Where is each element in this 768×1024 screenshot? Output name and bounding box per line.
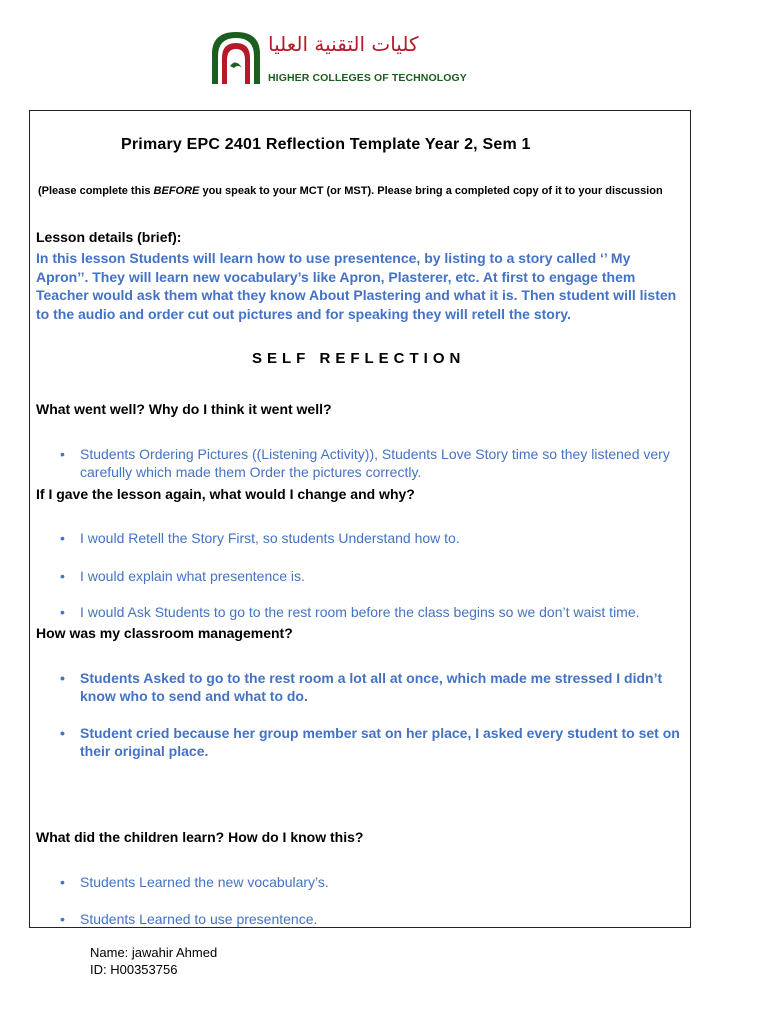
hct-arch-emblem-icon — [208, 28, 264, 86]
answer-text: Student cried because her group member sat on her place, I asked every student to set on their original place. — [80, 725, 680, 759]
bullet-marker: • — [60, 874, 65, 890]
lesson-details-label: Lesson details (brief): — [36, 229, 182, 245]
student-id: ID: H00353756 — [90, 962, 178, 977]
bullet-marker: • — [60, 725, 65, 741]
answer-text: Students Asked to go to the rest room a lot all at once, which made me stressed I didn’t know who to send and what to do. — [80, 670, 663, 704]
bullet-marker: • — [60, 530, 65, 546]
instruction-before: (Please complete this — [38, 185, 154, 197]
hct-logo — [208, 28, 467, 88]
question-went-well: What went well? Why do I think it went well? — [36, 401, 332, 417]
question-classroom-management: How was my classroom management? — [36, 625, 293, 641]
answer-text: I would explain what presentence is. — [80, 568, 305, 584]
bullet-marker: • — [60, 604, 65, 620]
instruction-after: you speak to your MCT (or MST). Please bring a completed copy of it to your discussion — [199, 185, 663, 197]
self-reflection-heading: SELF REFLECTION — [252, 350, 466, 367]
bullet-marker: • — [60, 568, 65, 584]
answer-text: I would Retell the Story First, so students Understand how to. — [80, 530, 460, 546]
page-title: Primary EPC 2401 Reflection Template Year 2, Sem 1 — [121, 136, 531, 153]
question-change: If I gave the lesson again, what would I change and why? — [36, 486, 415, 502]
bullet-marker: • — [60, 446, 65, 462]
answer-text: I would Ask Students to go to the rest room before the class begins so we don’t waist time. — [80, 604, 640, 620]
bullet-marker: • — [60, 670, 65, 686]
instruction-text — [38, 185, 663, 197]
bullet-marker: • — [60, 911, 65, 927]
question-children-learn: What did the children learn? How do I know this? — [36, 829, 364, 845]
lesson-details-text: In this lesson Students will learn how to use presentence, by listing to a story called ‘’ My Apron’’. They will learn new vocabulary’s like Apron, Plasterer, etc. At first to engage them Teacher would ask them what they know About Plastering and what it is. Then student will listen to the audio and order cut out pictures and for speaking they will retell the story. — [36, 250, 677, 322]
answer-text: Students Learned to use presentence. — [80, 911, 318, 927]
answer-text: Students Learned the new vocabulary’s. — [80, 874, 329, 890]
logo-english-text: HIGHER COLLEGES OF TECHNOLOGY — [268, 72, 467, 84]
answer-text: Students Ordering Pictures ((Listening Activity)), Students Love Story time so they listened very carefully which made them Order the pictures correctly. — [80, 446, 670, 480]
instruction-emphasis: BEFORE — [153, 185, 200, 197]
student-name: Name: jawahir Ahmed — [90, 945, 218, 960]
logo-arabic-text: كليات التقنية العليا — [268, 32, 419, 56]
